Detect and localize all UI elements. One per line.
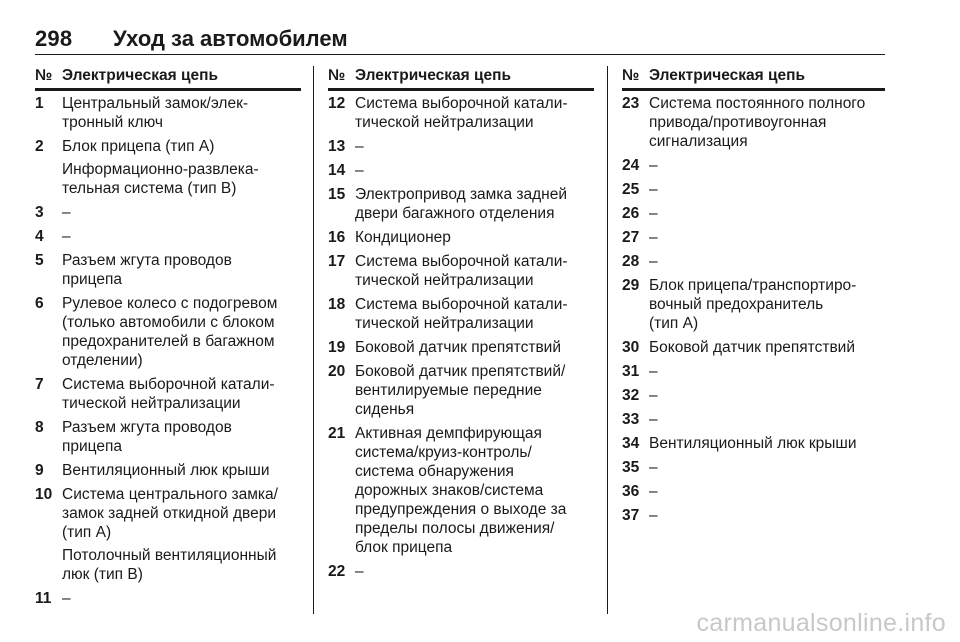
fuse-number: 9 — [35, 462, 44, 479]
fuse-number: 20 — [328, 363, 346, 380]
fuse-circuit: – — [649, 205, 658, 222]
fuse-circuit: – — [355, 138, 364, 155]
fuse-entry — [328, 424, 594, 557]
fuse-entry — [35, 418, 301, 456]
watermark: carmanualsonline.info — [696, 609, 946, 637]
fuse-entry — [622, 228, 885, 247]
fuse-entry — [35, 160, 301, 198]
column-header-num: № — [328, 67, 346, 84]
fuse-circuit: Система центрального замка/ замок задней откидной двери (тип A) — [62, 486, 278, 541]
fuse-entry — [622, 434, 885, 453]
fuse-circuit: – — [649, 483, 658, 500]
page-title: Уход за автомобилем — [113, 26, 348, 51]
fuse-number: 22 — [328, 563, 346, 580]
fuse-circuit: Система выборочной катали- тической нейтрализации — [355, 95, 568, 131]
fuse-circuit: – — [649, 507, 658, 524]
fuse-list — [622, 94, 885, 525]
column-header-num: № — [35, 67, 53, 84]
fuse-circuit: Центральный замок/элек- тронный ключ — [62, 95, 249, 131]
fuse-entry — [622, 458, 885, 477]
column-header-label: Электрическая цепь — [355, 67, 512, 84]
fuse-entry — [35, 589, 301, 608]
fuse-number: 33 — [622, 411, 640, 428]
fuse-circuit: – — [649, 253, 658, 270]
fuse-circuit: Система выборочной катали- тической нейтрализации — [62, 376, 275, 412]
fuse-circuit: – — [649, 157, 658, 174]
fuse-number: 4 — [35, 228, 44, 245]
fuse-number: 30 — [622, 339, 640, 356]
fuse-column-2 — [328, 66, 594, 586]
fuse-circuit: – — [62, 228, 71, 245]
fuse-entry — [622, 410, 885, 429]
fuse-circuit: Система выборочной катали- тической нейтрализации — [355, 296, 568, 332]
fuse-entry — [622, 386, 885, 405]
fuse-entry — [35, 94, 301, 132]
fuse-entry — [35, 461, 301, 480]
fuse-circuit: Электропривод замка задней двери багажного отделения — [355, 186, 567, 222]
fuse-entry — [35, 137, 301, 156]
fuse-entry — [328, 161, 594, 180]
fuse-number: 16 — [328, 229, 346, 246]
fuse-number: 35 — [622, 459, 640, 476]
fuse-number: 32 — [622, 387, 640, 404]
fuse-circuit: – — [355, 563, 364, 580]
fuse-column-1 — [35, 66, 301, 613]
column-header — [622, 66, 885, 91]
fuse-entry — [622, 156, 885, 175]
fuse-entry — [328, 228, 594, 247]
fuse-number: 12 — [328, 95, 346, 112]
fuse-circuit: Вентиляционный люк крыши — [649, 435, 857, 452]
fuse-circuit: Блок прицепа (тип A) — [62, 138, 215, 155]
fuse-number: 7 — [35, 376, 44, 393]
fuse-number: 14 — [328, 162, 346, 179]
fuse-number: 17 — [328, 253, 346, 270]
fuse-number: 6 — [35, 295, 44, 312]
fuse-number: 15 — [328, 186, 346, 203]
fuse-entry — [35, 251, 301, 289]
fuse-entry — [35, 375, 301, 413]
fuse-entry — [35, 485, 301, 542]
fuse-number: 1 — [35, 95, 44, 112]
page-number: 298 — [35, 26, 73, 51]
fuse-number: 5 — [35, 252, 44, 269]
fuse-circuit: Кондиционер — [355, 229, 451, 246]
fuse-entry — [328, 185, 594, 223]
fuse-number: 10 — [35, 486, 53, 503]
fuse-circuit: Боковой датчик препятствий — [355, 339, 562, 356]
fuse-column-3 — [622, 66, 885, 530]
fuse-number: 13 — [328, 138, 346, 155]
fuse-circuit: Потолочный вентиляционный люк (тип B) — [62, 547, 277, 583]
fuse-number: 31 — [622, 363, 640, 380]
column-header-label: Электрическая цепь — [649, 67, 806, 84]
fuse-number: 11 — [35, 590, 52, 607]
fuse-entry — [622, 94, 885, 151]
column-header — [35, 66, 301, 91]
fuse-entry — [328, 252, 594, 290]
fuse-number: 19 — [328, 339, 346, 356]
fuse-circuit: – — [62, 590, 71, 607]
page-header — [35, 26, 885, 54]
fuse-number: 18 — [328, 296, 346, 313]
fuse-entry — [35, 546, 301, 584]
fuse-number: 29 — [622, 277, 640, 294]
fuse-circuit: Боковой датчик препятствий/ вентилируемые передние сиденья — [355, 363, 566, 418]
fuse-list — [328, 94, 594, 581]
fuse-entry — [328, 295, 594, 333]
fuse-circuit: Разъем жгута проводов прицепа — [62, 252, 232, 288]
fuse-entry — [622, 204, 885, 223]
fuse-circuit: Система постоянного полного привода/противоугонная сигнализация — [649, 95, 866, 150]
column-divider — [313, 66, 314, 614]
fuse-number: 28 — [622, 253, 640, 270]
fuse-entry — [328, 137, 594, 156]
fuse-circuit: Вентиляционный люк крыши — [62, 462, 270, 479]
fuse-entry — [328, 562, 594, 581]
fuse-number: 34 — [622, 435, 640, 452]
fuse-entry — [622, 338, 885, 357]
fuse-circuit: Блок прицепа/транспортиро- вочный предохранитель (тип A) — [649, 277, 857, 332]
fuse-number — [35, 160, 62, 198]
fuse-circuit: – — [355, 162, 364, 179]
fuse-circuit: Активная демпфирующая система/круиз-контроль/ система обнаружения дорожных знаков/система предупреждения о выходе за пределы полосы движения/ блок прицепа — [355, 425, 567, 556]
fuse-entry — [622, 506, 885, 525]
column-header-num: № — [622, 67, 640, 84]
fuse-entry — [622, 362, 885, 381]
fuse-circuit: – — [62, 204, 71, 221]
column-divider — [607, 66, 608, 614]
column-header — [328, 66, 594, 91]
fuse-entry — [622, 252, 885, 271]
fuse-entry — [328, 338, 594, 357]
fuse-number: 27 — [622, 229, 640, 246]
fuse-entry — [622, 276, 885, 333]
fuse-circuit: – — [649, 229, 658, 246]
fuse-circuit: – — [649, 387, 658, 404]
fuse-number: 25 — [622, 181, 640, 198]
header-rule — [35, 54, 885, 55]
fuse-entry — [35, 203, 301, 222]
fuse-number: 8 — [35, 419, 44, 436]
fuse-number: 24 — [622, 157, 640, 174]
fuse-circuit: Разъем жгута проводов прицепа — [62, 419, 232, 455]
fuse-number: 2 — [35, 138, 44, 155]
fuse-entry — [35, 227, 301, 246]
fuse-circuit: Информационно-развлека- тельная система (тип B) — [62, 161, 259, 197]
fuse-number — [35, 546, 62, 584]
fuse-number: 26 — [622, 205, 640, 222]
fuse-entry — [328, 94, 594, 132]
fuse-number: 37 — [622, 507, 640, 524]
fuse-number: 21 — [328, 425, 346, 442]
fuse-circuit: – — [649, 459, 658, 476]
fuse-entry — [622, 482, 885, 501]
fuse-list — [35, 94, 301, 608]
fuse-circuit: Боковой датчик препятствий — [649, 339, 856, 356]
fuse-number: 36 — [622, 483, 640, 500]
fuse-number: 3 — [35, 204, 44, 221]
fuse-circuit: – — [649, 363, 658, 380]
column-header-label: Электрическая цепь — [62, 67, 219, 84]
fuse-number: 23 — [622, 95, 640, 112]
fuse-circuit: Рулевое колесо с подогревом (только автомобили с блоком предохранителей в багажном отделении) — [62, 295, 278, 369]
fuse-entry — [328, 362, 594, 419]
fuse-entry — [35, 294, 301, 370]
fuse-entry — [622, 180, 885, 199]
fuse-circuit: Система выборочной катали- тической нейтрализации — [355, 253, 568, 289]
fuse-circuit: – — [649, 181, 658, 198]
fuse-circuit: – — [649, 411, 658, 428]
